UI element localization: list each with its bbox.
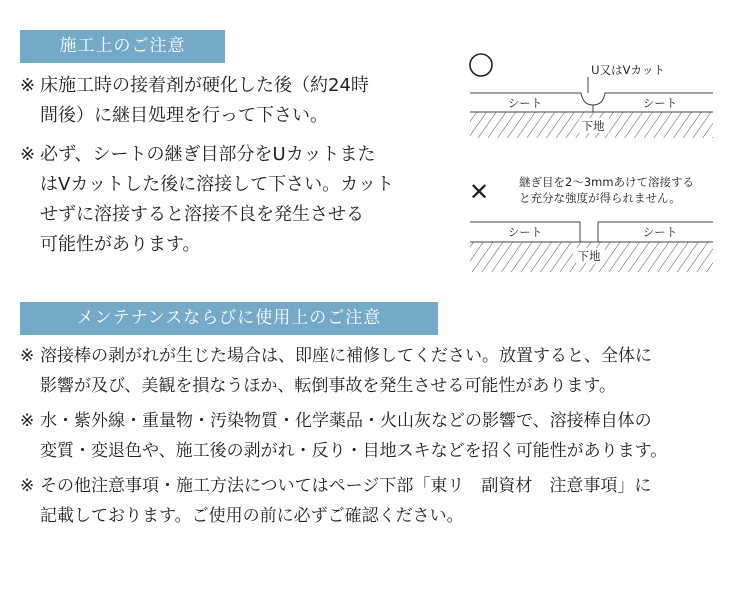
note-line: 可能性があります。 (40, 234, 201, 255)
note-item (20, 406, 732, 436)
note-line: 溶接棒の剥がれが生じた場合は、即座に補修してください。放置すると、全体に (40, 346, 652, 366)
note-item (20, 140, 420, 170)
note-line: 記載しております。ご使用の前に必ずご確認ください。 (40, 506, 464, 526)
note-mark: ※ (20, 476, 35, 496)
construction-notes (20, 71, 420, 260)
section-header-label: 施工上のご注意 (59, 36, 186, 56)
bad-cross-icon: ✕ (468, 178, 490, 206)
note-line: その他注意事項・施工方法についてはページ下部「東リ 副資材 注意事項」に (40, 476, 652, 496)
note-line-cont (20, 371, 732, 401)
note-line-cont (20, 200, 420, 230)
cut-label: U又はVカット (591, 63, 665, 77)
note-line-cont (20, 101, 420, 131)
note-line-cont (20, 436, 732, 466)
note-item (20, 341, 732, 371)
note-line: 影響が及び、美観を損なうほか、転倒事故を発生させる可能性があります。 (40, 376, 616, 396)
maintenance-notes (20, 341, 732, 531)
note-line: 必ず、シートの継ぎ目部分をUカットまた (40, 144, 376, 165)
bad-caption-line1: 継ぎ目を2〜3mmあけて溶接する (519, 175, 695, 189)
bad-caption-line2: と充分な強度が得られません。 (519, 191, 681, 205)
note-item (20, 71, 420, 101)
note-line: せずに溶接すると溶接不良を発生させる (40, 204, 364, 225)
welding-joint-diagram (455, 45, 725, 285)
good-sheet-right: シート (642, 96, 678, 110)
note-mark: ※ (20, 346, 35, 366)
note-mark: ※ (20, 75, 36, 96)
note-mark: ※ (20, 411, 35, 431)
section-header-label: メンテナンスならびに使用上のご注意 (76, 308, 382, 328)
note-line: 床施工時の接着剤が硬化した後（約24時 (40, 75, 369, 96)
note-line: 変質・変退色や、施工後の剥がれ・反り・目地スキなどを招く可能性があります。 (40, 441, 668, 461)
good-base-label: 下地 (581, 119, 605, 133)
bad-base-label: 下地 (577, 249, 601, 263)
note-line-cont (20, 170, 420, 200)
note-mark: ※ (20, 144, 36, 165)
bad-sheet-left: シート (507, 225, 543, 239)
note-line-cont (20, 501, 732, 531)
note-line: 水・紫外線・重量物・汚染物質・化学薬品・火山灰などの影響で、溶接棒自体の (40, 411, 652, 431)
note-line-cont (20, 230, 420, 260)
note-line: はVカットした後に溶接して下さい。カット (40, 174, 394, 195)
good-circle-icon (470, 54, 492, 76)
good-sheet-left: シート (507, 96, 543, 110)
bad-sheet-right: シート (642, 225, 678, 239)
note-line: 間後）に継目処理を行って下さい。 (40, 105, 328, 126)
note-item (20, 471, 732, 501)
section-header-construction (20, 30, 225, 63)
section-header-maintenance (20, 302, 438, 335)
